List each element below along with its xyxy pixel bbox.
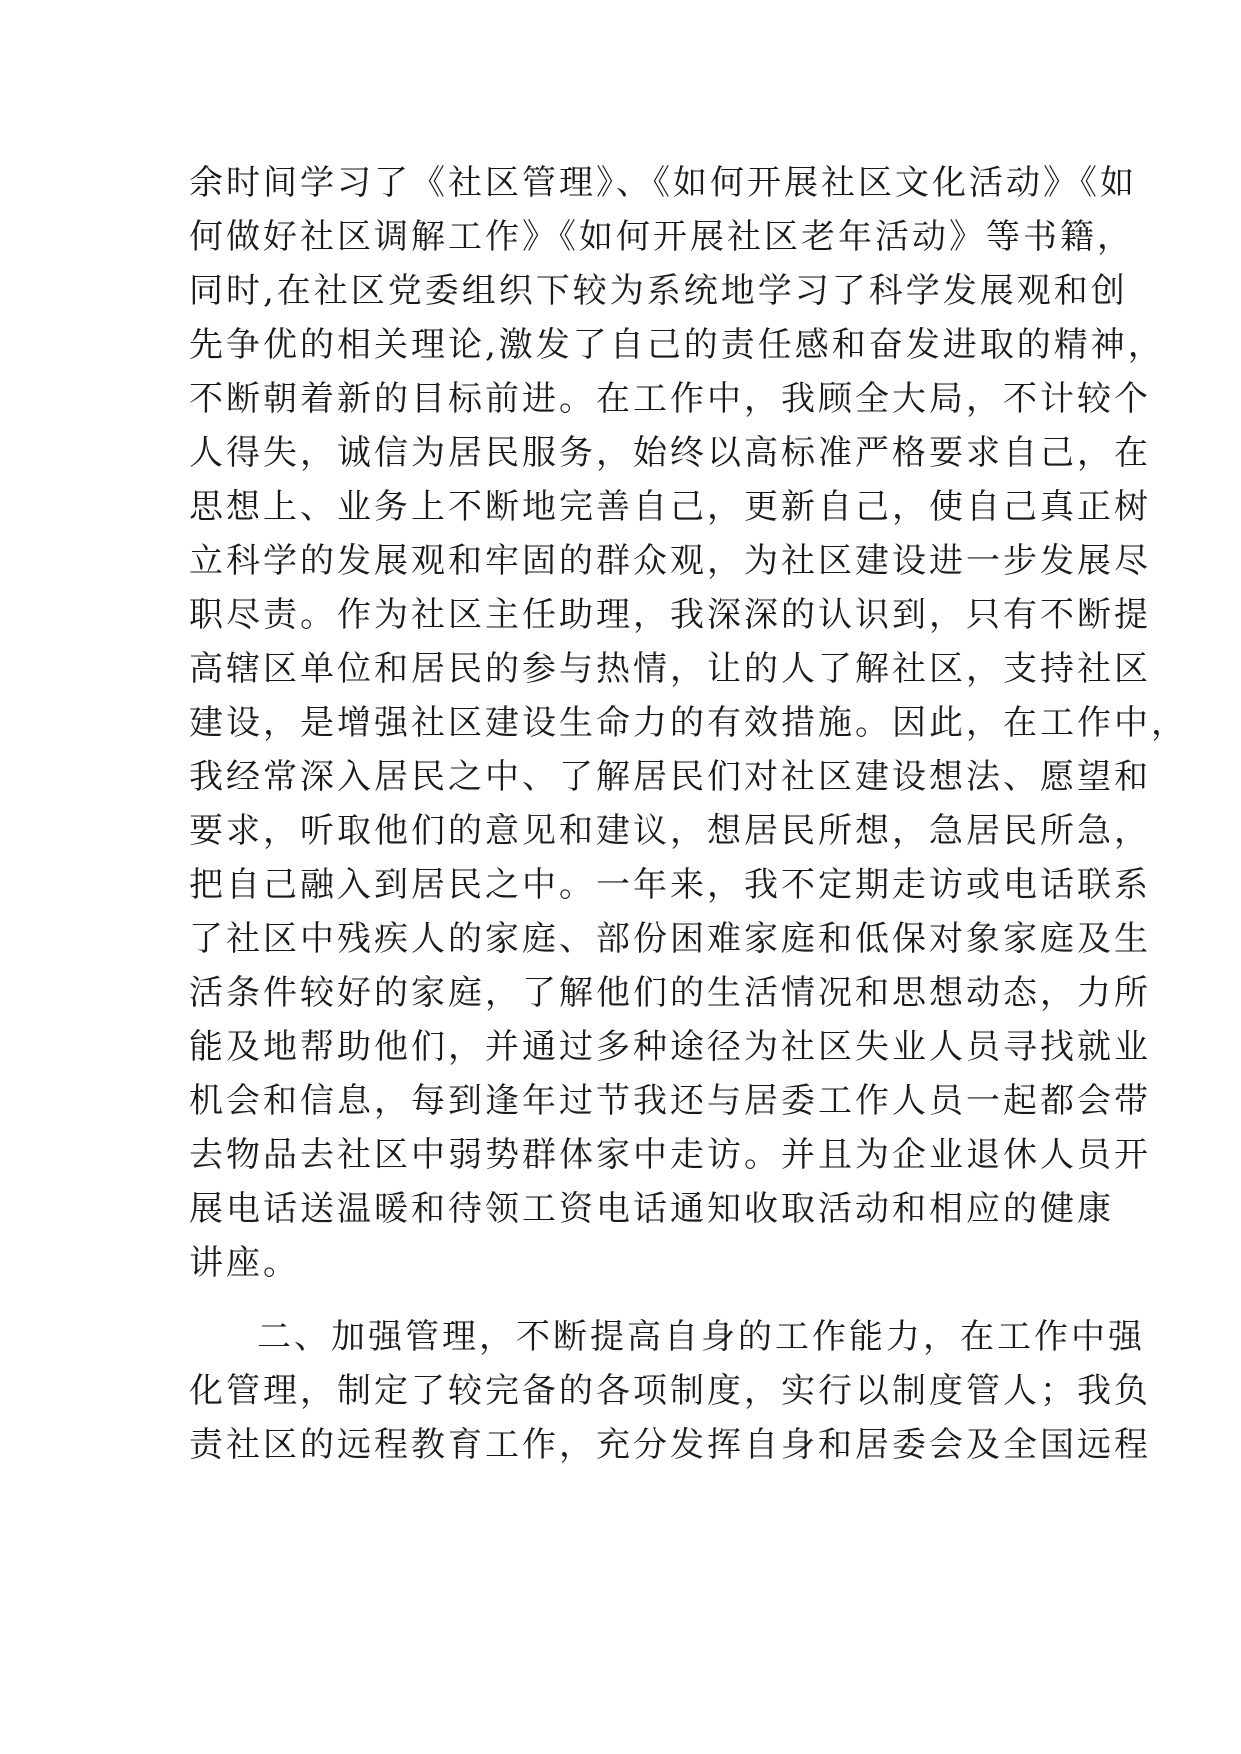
text-line: 先争优的相关理论,激发了自己的责任感和奋发进取的精神， bbox=[189, 325, 1165, 365]
text-line: 化管理，制定了较完备的各项制度，实行以制度管人；我负 bbox=[189, 1371, 1151, 1411]
text-line: 我经常深入居民之中、了解居民们对社区建设想法、愿望和 bbox=[189, 757, 1151, 797]
text-line: 思想上、业务上不断地完善自己，更新自己，使自己真正树 bbox=[189, 487, 1151, 527]
text-line: 不断朝着新的目标前进。在工作中，我顾全大局，不计较个 bbox=[189, 379, 1151, 419]
text-line: 去物品去社区中弱势群体家中走访。并且为企业退休人员开 bbox=[189, 1135, 1151, 1175]
text-line: 把自己融入到居民之中。一年来，我不定期走访或电话联系 bbox=[189, 865, 1151, 905]
text-line: 立科学的发展观和牢固的群众观，为社区建设进一步发展尽 bbox=[189, 541, 1151, 581]
text-line: 展电话送温暖和待领工资电话通知收取活动和相应的健康 bbox=[189, 1189, 1114, 1229]
text-line: 何做好社区调解工作》《如何开展社区老年活动》等书籍， bbox=[189, 217, 1134, 257]
text-line: 要求，听取他们的意见和建议，想居民所想，急居民所急， bbox=[189, 811, 1151, 851]
text-line: 了社区中残疾人的家庭、部份困难家庭和低保对象家庭及生 bbox=[189, 919, 1151, 959]
text-line: 活条件较好的家庭，了解他们的生活情况和思想动态，力所 bbox=[189, 973, 1151, 1013]
paragraph-1 bbox=[189, 156, 1188, 1290]
text-line: 能及地帮助他们，并通过多种途径为社区失业人员寻找就业 bbox=[189, 1027, 1151, 1067]
text-line: 余时间学习了《社区管理》、《如何开展社区文化活动》《如 bbox=[189, 163, 1137, 203]
text-line: 同时,在社区党委组织下较为系统地学习了科学发展观和创 bbox=[189, 271, 1128, 311]
text-line-indented: 二、加强管理，不断提高自身的工作能力，在工作中强 bbox=[257, 1317, 1145, 1357]
text-line: 高辖区单位和居民的参与热情，让的人了解社区，支持社区 bbox=[189, 649, 1151, 689]
text-line: 讲座。 bbox=[189, 1243, 300, 1283]
text-line: 职尽责。作为社区主任助理，我深深的认识到，只有不断提 bbox=[189, 595, 1151, 635]
text-line: 机会和信息，每到逢年过节我还与居委工作人员一起都会带 bbox=[189, 1081, 1151, 1121]
text-line: 建设，是增强社区建设生命力的有效措施。因此，在工作中， bbox=[189, 703, 1188, 743]
text-line: 人得失，诚信为居民服务，始终以高标准严格要求自己，在 bbox=[189, 433, 1151, 473]
text-line: 责社区的远程教育工作，充分发挥自身和居委会及全国远程 bbox=[189, 1425, 1151, 1465]
paragraph-2 bbox=[189, 1310, 1151, 1472]
document-body bbox=[189, 156, 1188, 1472]
